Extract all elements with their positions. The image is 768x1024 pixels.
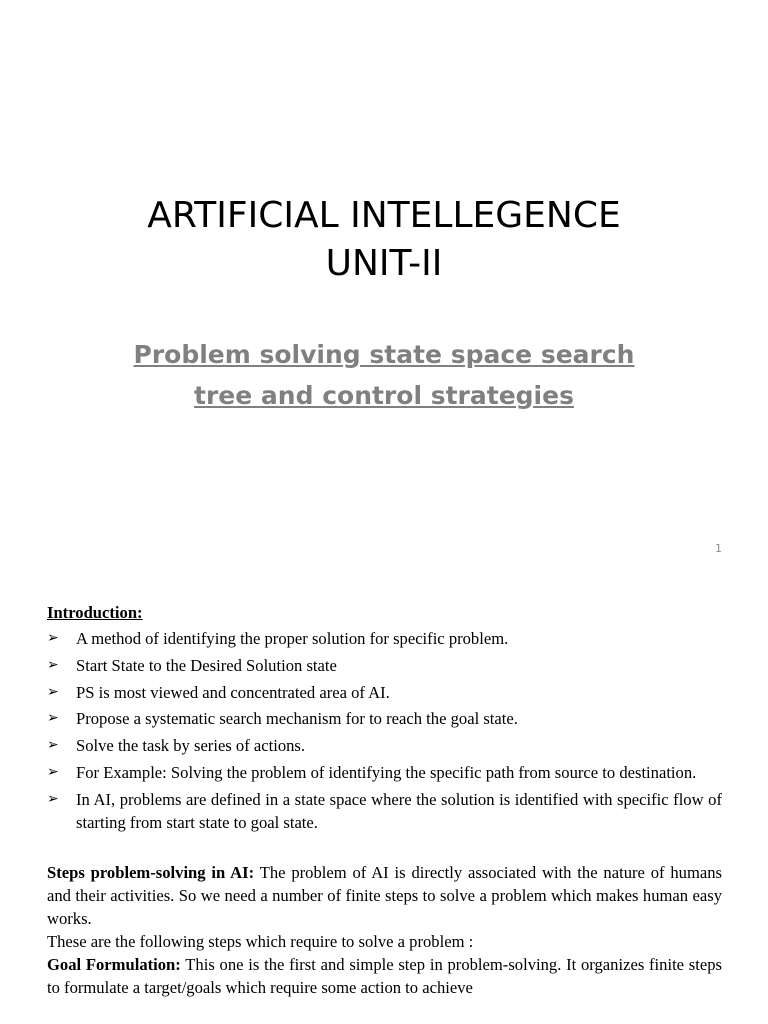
arrow-bullet-icon: ➢ xyxy=(47,790,59,807)
bullet-text: In AI, problems are defined in a state space where the solution is identified with specific flow of starting from start state to goal state. xyxy=(76,789,722,832)
slide-subtitle xyxy=(0,334,768,416)
list-item xyxy=(47,707,722,730)
following-steps-paragraph: These are the following steps which require to solve a problem : xyxy=(47,931,474,951)
slide-title-line-2: UNIT-II xyxy=(325,243,443,284)
bullet-text: For Example: Solving the problem of identifying the specific path from source to destination. xyxy=(76,762,697,782)
arrow-bullet-icon: ➢ xyxy=(47,763,59,780)
page-number: 1 xyxy=(715,542,722,555)
list-item xyxy=(47,734,722,757)
goal-formulation-text: This one is the first and simple step in problem-solving. It organizes finite steps to formulate a target/goals which require some action to achieve xyxy=(47,954,722,997)
arrow-bullet-icon: ➢ xyxy=(47,683,59,700)
list-item xyxy=(47,681,722,704)
arrow-bullet-icon: ➢ xyxy=(47,710,59,727)
slide-subtitle-line-2: tree and control strategies xyxy=(194,381,574,410)
list-item xyxy=(47,788,722,834)
steps-paragraph xyxy=(47,861,722,930)
introduction-bullet-list xyxy=(47,627,722,834)
steps-label: Steps problem-solving in AI: xyxy=(47,862,255,882)
list-item xyxy=(47,627,722,650)
slide-title-line-1: ARTIFICIAL INTELLEGENCE xyxy=(147,195,621,236)
list-item xyxy=(47,654,722,677)
list-item xyxy=(47,761,722,784)
goal-formulation-label: Goal Formulation: xyxy=(47,954,181,974)
bullet-text: A method of identifying the proper solution for specific problem. xyxy=(76,629,509,648)
arrow-bullet-icon: ➢ xyxy=(47,630,59,646)
document-page xyxy=(47,601,722,999)
bullet-text: PS is most viewed and concentrated area of AI. xyxy=(76,682,390,702)
bullet-text: Start State to the Desired Solution state xyxy=(76,655,337,675)
slide-subtitle-line-1: Problem solving state space search xyxy=(133,340,635,369)
slide-title xyxy=(0,192,768,288)
bullet-text: Solve the task by series of actions. xyxy=(76,736,306,756)
steps-text: The problem of AI is directly associated with the nature of humans and their activities. So we need a number of finite steps to solve a problem which makes human easy works. xyxy=(47,862,722,928)
arrow-bullet-icon: ➢ xyxy=(47,656,59,673)
goal-formulation-paragraph xyxy=(47,953,722,999)
arrow-bullet-icon: ➢ xyxy=(47,737,59,754)
bullet-text: Propose a systematic search mechanism for to reach the goal state. xyxy=(76,709,518,729)
introduction-heading: Introduction: xyxy=(47,603,143,622)
